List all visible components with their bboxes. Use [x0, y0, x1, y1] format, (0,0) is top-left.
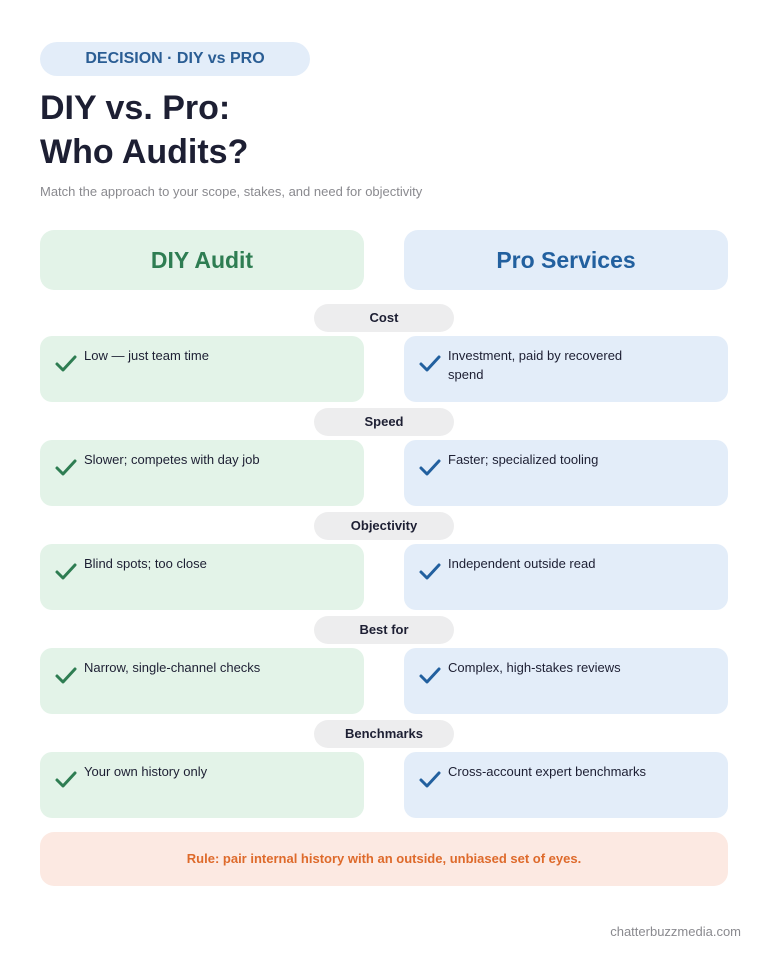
pro-cell-text: Complex, high-stakes reviews [448, 660, 621, 675]
pro-cell [404, 440, 728, 506]
criterion-label: Benchmarks [314, 720, 454, 748]
diy-cell-text: Low — just team time [84, 348, 209, 363]
page-title [40, 86, 730, 174]
criterion-label: Speed [314, 408, 454, 436]
pro-cell [404, 336, 728, 402]
category-badge: DECISION · DIY vs PRO [40, 42, 310, 76]
check-icon [418, 562, 442, 582]
criterion-label: Cost [314, 304, 454, 332]
rule-callout: Rule: pair internal history with an outside, unbiased set of eyes. [40, 832, 728, 886]
diy-cell [40, 544, 364, 610]
pro-cell-text: Cross-account expert benchmarks [448, 764, 646, 779]
title-line-2: Who Audits? [40, 133, 249, 171]
pro-cell [404, 752, 728, 818]
comparison-row [40, 616, 728, 720]
diy-column-header: DIY Audit [40, 230, 364, 290]
title-line-1: DIY vs. Pro: [40, 89, 231, 127]
diy-cell-text: Slower; competes with day job [84, 452, 260, 467]
comparison-rows [40, 304, 728, 824]
pro-column-header: Pro Services [404, 230, 728, 290]
diy-cell [40, 336, 364, 402]
pro-cell-text: Faster; specialized tooling [448, 452, 599, 467]
diy-cell-text: Your own history only [84, 764, 208, 779]
check-icon [54, 354, 78, 374]
pro-cell [404, 648, 728, 714]
check-icon [418, 770, 442, 790]
comparison-row [40, 720, 728, 824]
comparison-row [40, 512, 728, 616]
pro-cell-text: Independent outside read [448, 556, 596, 571]
check-icon [54, 562, 78, 582]
diy-cell [40, 440, 364, 506]
check-icon [54, 666, 78, 686]
diy-cell-text: Blind spots; too close [84, 556, 207, 571]
pro-cell-text: Investment, paid by recovered spend [448, 348, 623, 382]
check-icon [54, 458, 78, 478]
pro-cell [404, 544, 728, 610]
diy-cell [40, 752, 364, 818]
diy-cell-text: Narrow, single-channel checks [84, 660, 261, 675]
footer-source: chatterbuzzmedia.com [610, 924, 741, 939]
comparison-row [40, 408, 728, 512]
criterion-label: Best for [314, 616, 454, 644]
criterion-label: Objectivity [314, 512, 454, 540]
check-icon [418, 458, 442, 478]
comparison-row [40, 304, 728, 408]
check-icon [54, 770, 78, 790]
subtitle: Match the approach to your scope, stakes, and need for objectivity [40, 184, 423, 199]
diy-cell [40, 648, 364, 714]
check-icon [418, 666, 442, 686]
check-icon [418, 354, 442, 374]
